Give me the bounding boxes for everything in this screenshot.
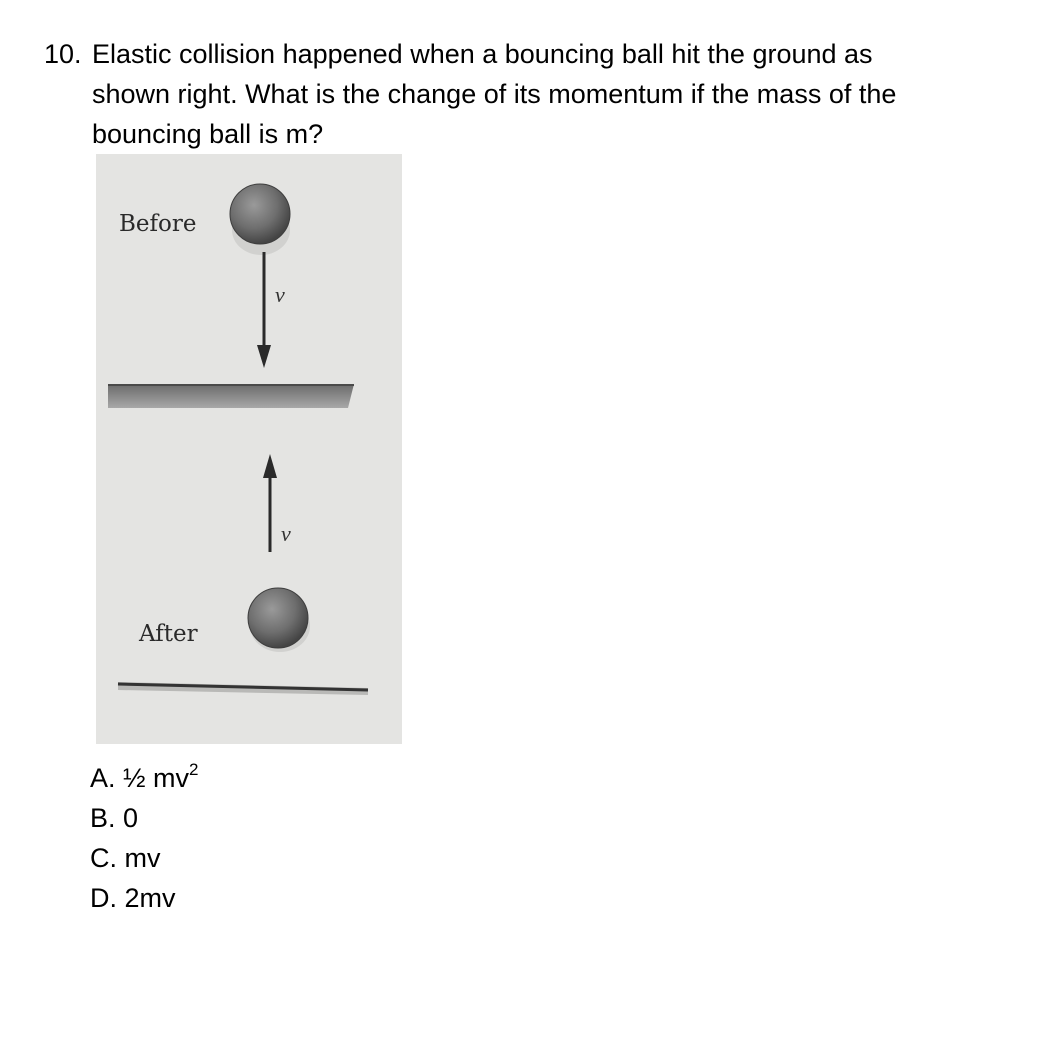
velocity-up-label: v bbox=[281, 521, 291, 546]
ground-before bbox=[108, 384, 354, 408]
question-line-1 bbox=[44, 34, 1024, 74]
after-label: After bbox=[139, 621, 198, 647]
option-b-text: 0 bbox=[123, 803, 139, 833]
option-b[interactable] bbox=[90, 798, 199, 838]
ball-before bbox=[230, 184, 290, 244]
option-a[interactable] bbox=[90, 758, 199, 798]
question-line-1-text: Elastic collision happened when a bouncing ball hit the ground as bbox=[92, 39, 873, 69]
option-d[interactable] bbox=[90, 878, 199, 918]
velocity-down-label: v bbox=[275, 282, 285, 307]
before-label: Before bbox=[119, 211, 197, 237]
question-line-2: shown right. What is the change of its momentum if the mass of the bbox=[92, 79, 897, 109]
option-c[interactable] bbox=[90, 838, 199, 878]
question-text bbox=[44, 34, 1024, 154]
option-b-letter: B. bbox=[90, 803, 116, 833]
option-d-text: 2mv bbox=[124, 883, 176, 913]
collision-figure bbox=[96, 154, 402, 744]
question-number: 10. bbox=[44, 39, 82, 69]
option-a-letter: A. bbox=[90, 763, 116, 793]
answer-options bbox=[90, 758, 199, 918]
collision-diagram bbox=[96, 154, 402, 744]
ball-after bbox=[248, 588, 308, 648]
option-a-text: ½ mv bbox=[123, 763, 190, 793]
option-c-text: mv bbox=[124, 843, 161, 873]
option-c-letter: C. bbox=[90, 843, 117, 873]
option-a-superscript: 2 bbox=[189, 760, 199, 779]
option-d-letter: D. bbox=[90, 883, 117, 913]
question-line-3: bouncing ball is m? bbox=[92, 119, 324, 149]
